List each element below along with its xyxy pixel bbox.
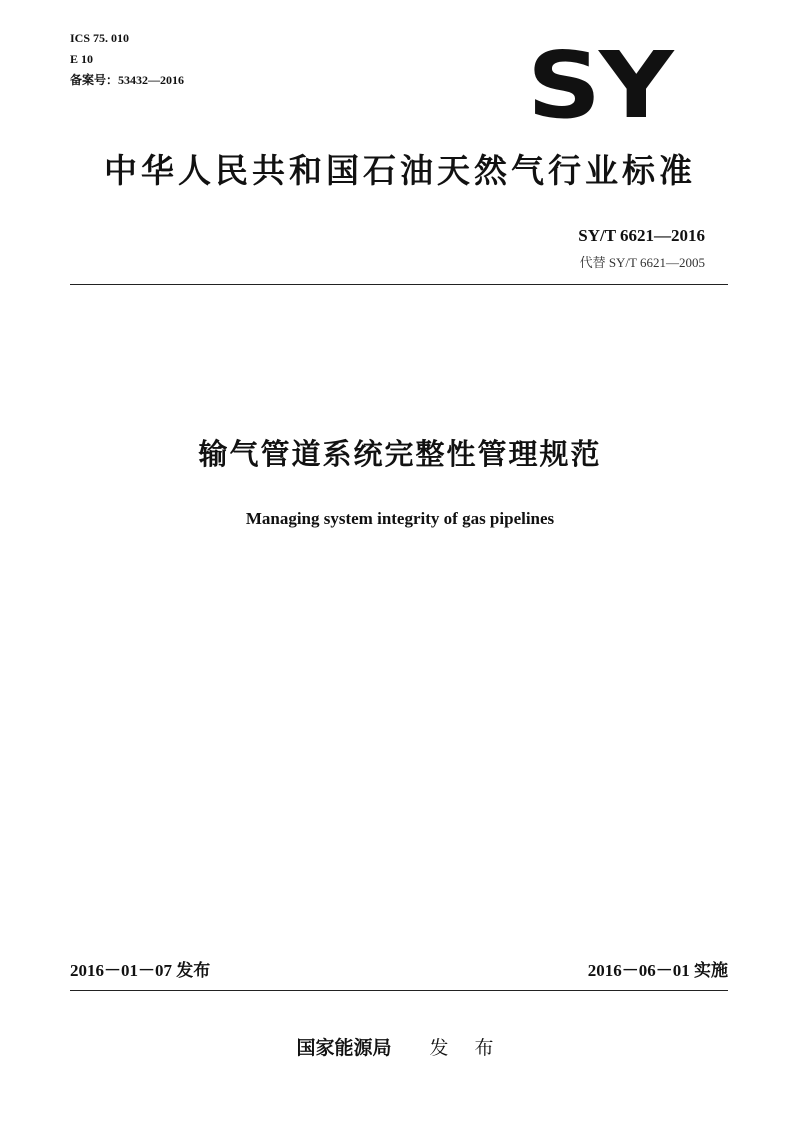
publish-action: 发 布 — [429, 1037, 504, 1059]
classification-block — [70, 28, 184, 91]
bottom-divider — [70, 990, 728, 991]
standard-number: SY/T 6621—2016 — [578, 226, 705, 245]
ccs-code: E 10 — [70, 52, 94, 66]
effective-date: 2016－06－01 实施 — [587, 961, 728, 980]
publisher-name: 国家能源局 — [296, 1037, 392, 1059]
industry-standard-title: 中华人民共和国石油天然气行业标准 — [104, 151, 696, 190]
replaces-standard: 代替 SY/T 6621—2005 — [579, 255, 705, 270]
issue-date: 2016－01－07 发布 — [70, 961, 211, 980]
document-title-english: Managing system integrity of gas pipelines — [245, 509, 555, 528]
filing-number: 备案号：53432—2016 — [70, 73, 185, 87]
document-title-chinese: 输气管道系统完整性管理规范 — [198, 437, 602, 471]
ics-code: ICS 75. 010 — [70, 31, 130, 45]
publisher-line — [0, 1033, 800, 1060]
sy-logo: SY — [527, 32, 672, 139]
top-divider — [70, 284, 728, 285]
